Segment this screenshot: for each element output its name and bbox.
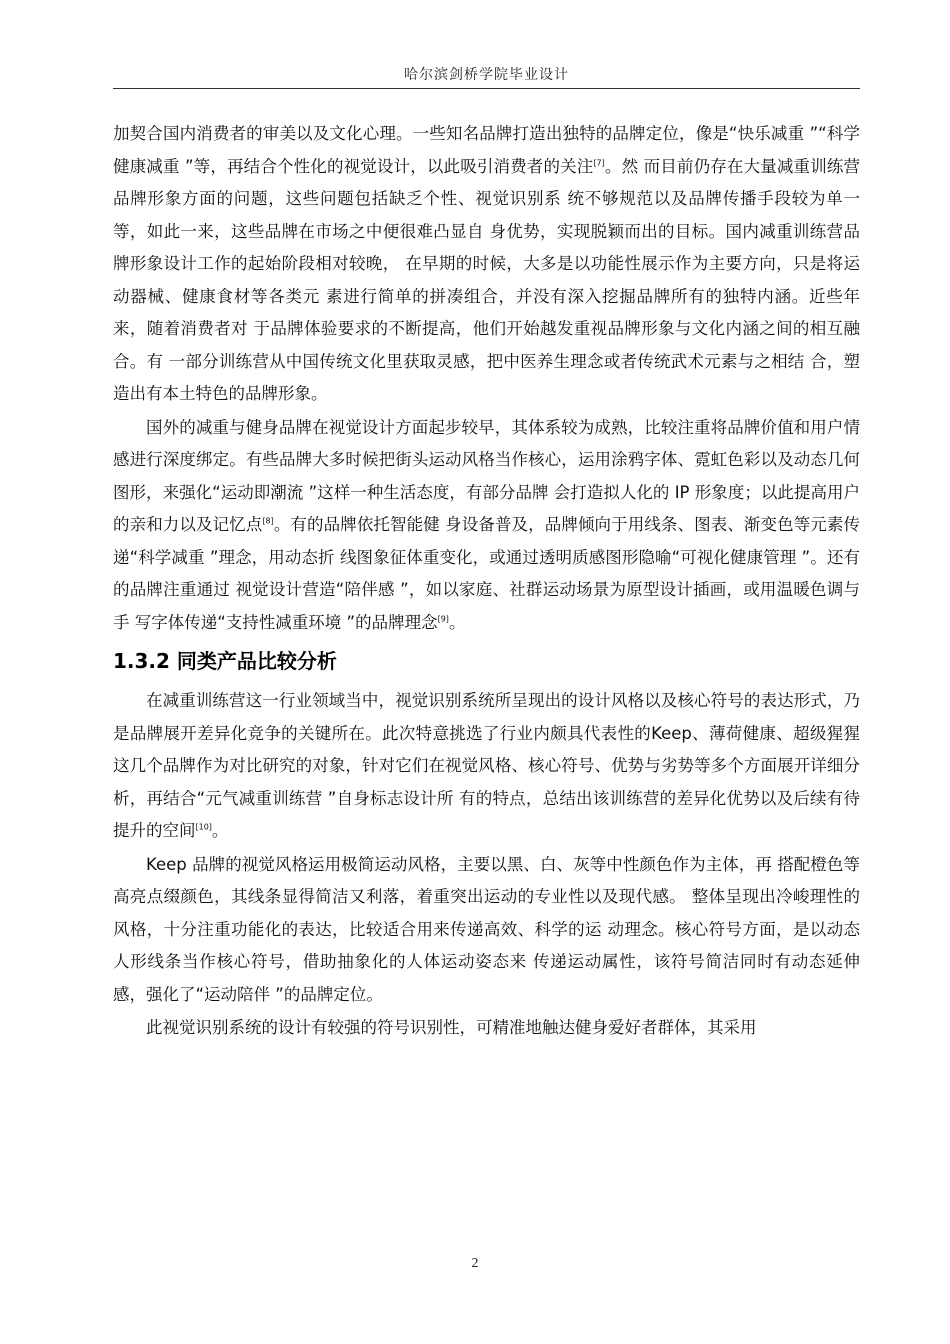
paragraph-5: 此视觉识别系统的设计有较强的符号识别性，可精准地触达健身爱好者群体，其采用 (146, 1018, 757, 1037)
citation-10: [10] (195, 822, 212, 832)
paragraph-2-text-c: 。 (448, 612, 466, 632)
paragraph-2-text-a: 国外的减重与健身品牌在视觉设计方面起步较早，其体系较为成熟，比较注重将品牌价值和用户情感进行深度绑定。有些品牌大多时候把街头运动风格当作核心，运用涂鸦字体、霓虹色彩以及动态几何图形，来强化“运动即潮流 ”这样一种生活态度，有部分品牌 会打造拟人化的 IP 形象度；以此提高用户的亲和力以及记忆点 (113, 417, 860, 534)
citation-7: [7] (593, 158, 605, 167)
header-divider (113, 88, 860, 89)
paragraph-2 (113, 412, 860, 640)
paragraph-1 (113, 118, 860, 411)
paragraph-2-text-b: 。有的品牌依托智能健 身设备普及，品牌倾向于用线条、图表、渐变色等元素传递“科学减重 ”理念，用动态折 线图象征体重变化，或通过透明质感图形隐喻“可视化健康管理 ”。还有的品牌注重通过 视觉设计营造“陪伴感 ”，如以家庭、社群运动场景为原型设计插画，或用温暖色调与手 写字体传递“支持性减重环境 ”的品牌理念 (113, 515, 861, 632)
page-number: 2 (471, 1256, 479, 1271)
paragraph-3 (113, 685, 860, 848)
page-body (113, 118, 860, 1045)
section-heading: 1.3.2 同类产品比较分析 (113, 649, 337, 673)
paragraph-1-text-a: 加契合国内消费者的审美以及文化心理。一些知名品牌打造出独特的品牌定位，像是“快乐减重 ”“科学健康减重 ”等，再结合个性化的视觉设计，以此吸引消费者的关注 (113, 124, 860, 176)
citation-9: [9] (437, 614, 449, 623)
running-header: 哈尔滨剑桥学院毕业设计 (404, 67, 569, 83)
paragraph-3-text-a: 在减重训练营这一行业领域当中，视觉识别系统所呈现出的设计风格以及核心符号的表达形式，乃是品牌展开差异化竞争的关键所在。此次特意挑选了行业内颇具代表性的Keep、薄荷健康、超级猩猩这几个品牌作为对比研究的对象，针对它们在视觉风格、核心符号、优势与劣势等多个方面展开详细分析，再结合“元气减重训练营 ”自身标志设计所 有的特点，总结出该训练营的差异化优势以及后续有待提升的空间 (113, 691, 860, 840)
paragraph-1-text-b: 。然 而目前仍存在大量减重训练营品牌形象方面的问题，这些问题包括缺乏个性、视觉识别系 统不够规范以及品牌传播手段较为单一等，如此一来，这些品牌在市场之中便很难凸显自 身优势，实现脱颖而出的目标。国内减重训练营品牌形象设计工作的起始阶段相对较晚， 在早期的时候，大多是以功能性展示作为主要方向，只是将运动器械、健康食材等各类元 素进行简单的拼凑组合，并没有深入挖掘品牌所有的独特内涵。近些年来，随着消费者对 于品牌体验要求的不断提高，他们开始越发重视品牌形象与文化内涵之间的相互融合。有 一部分训练营从中国传统文化里获取灵感，把中医养生理念或者传统武术元素与之相结 合，塑造出有本土特色的品牌形象。 (113, 156, 860, 403)
paragraph-3-text-b: 。 (211, 821, 229, 840)
citation-8: [8] (262, 516, 274, 526)
paragraph-4: Keep 品牌的视觉风格运用极简运动风格，主要以黑、白、灰等中性颜色作为主体，再 搭配橙色等高亮点缀颜色，其线条显得简洁又利落，着重突出运动的专业性以及现代感。 整体呈现出冷峻理性的风格，十分注重功能化的表达，比较适合用来传递高效、科学的运 动理念。核心符号方面，是以动态人形线条当作核心符号，借助抽象化的人体运动姿态来 传递运动属性，该符号简洁同时有动态延伸感，强化了“运动陪伴 ”的品牌定位。 (113, 854, 860, 1004)
